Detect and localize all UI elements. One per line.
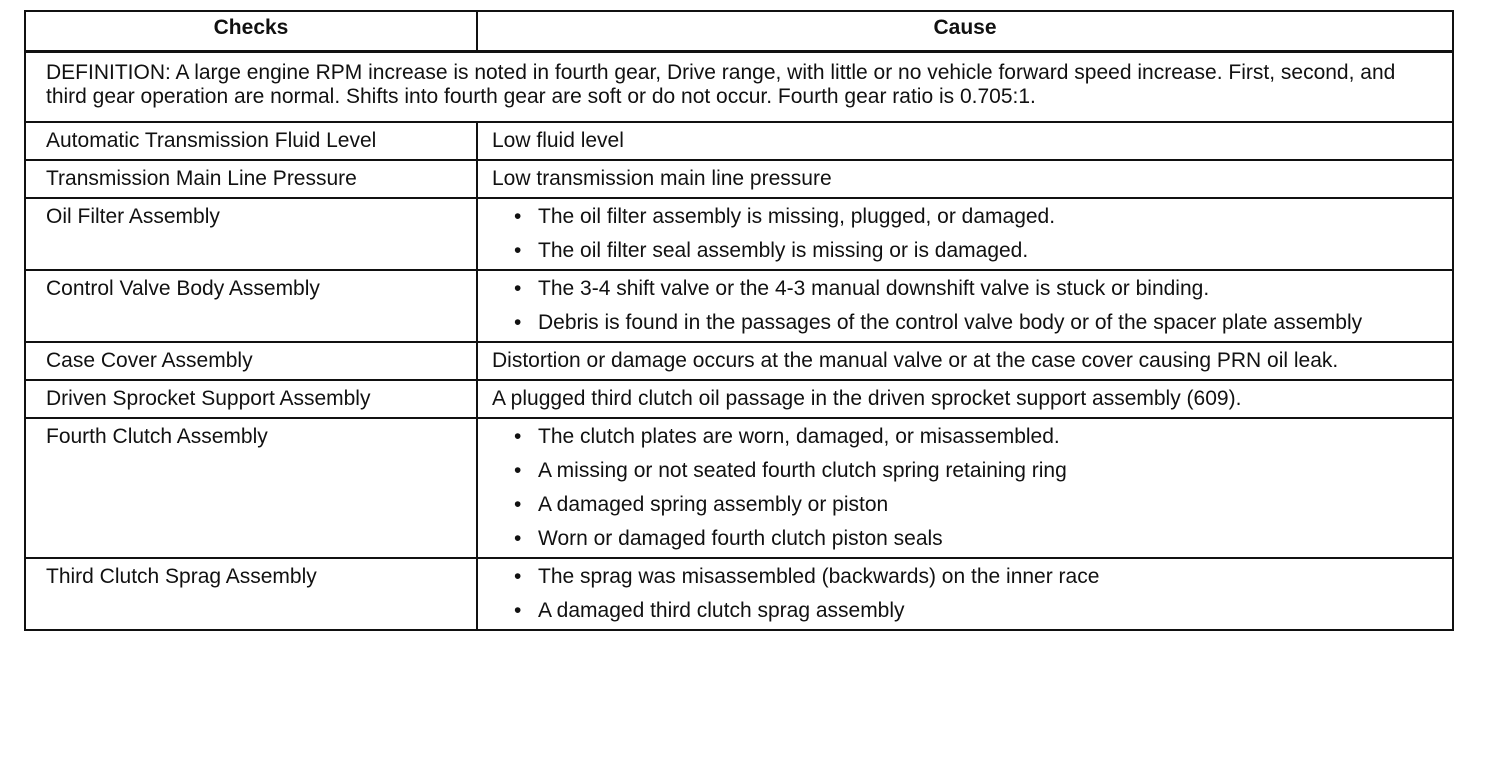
cause-list-item [492,565,1432,589]
check-cell: Case Cover Assembly [25,342,477,380]
check-cell: Oil Filter Assembly [25,198,477,270]
cause-text: A damaged third clutch sprag assembly [538,599,905,622]
cause-list-item [492,239,1432,263]
bullet-icon: • [514,459,522,482]
cause-list-item [492,425,1432,449]
table-row [25,558,1453,630]
table-row [25,270,1453,342]
cause-text: A damaged spring assembly or piston [538,493,889,516]
cause-text: The sprag was misassembled (backwards) on the inner race [538,565,1100,588]
cause-cell [477,558,1453,630]
bullet-icon: • [514,493,522,516]
bullet-icon: • [514,599,522,622]
cause-list [492,425,1432,551]
bullet-icon: • [514,277,522,300]
check-cell: Automatic Transmission Fluid Level [25,122,477,160]
bullet-icon: • [514,239,522,262]
check-cell: Control Valve Body Assembly [25,270,477,342]
header-row [25,11,1453,52]
cause-text: Worn or damaged fourth clutch piston seals [538,527,943,550]
cause-text: The oil filter assembly is missing, plugged, or damaged. [538,205,1056,228]
check-cell: Transmission Main Line Pressure [25,160,477,198]
table-row [25,342,1453,380]
cause-list [492,277,1432,335]
cause-list-item [492,493,1432,517]
bullet-icon: • [514,425,522,448]
cause-list-item [492,459,1432,483]
cause-list-item [492,311,1432,335]
cause-text: The 3-4 shift valve or the 4-3 manual downshift valve is stuck or binding. [538,277,1210,300]
cause-column-header: Cause [477,11,1453,52]
diagnosis-table-body [25,52,1453,631]
cause-cell: A plugged third clutch oil passage in the driven sprocket support assembly (609). [477,380,1453,418]
cause-cell [477,270,1453,342]
cause-list [492,205,1432,263]
cause-text: Debris is found in the passages of the control valve body or of the spacer plate assembly [538,311,1363,334]
table-row [25,198,1453,270]
check-cell: Fourth Clutch Assembly [25,418,477,558]
checks-column-header: Checks [25,11,477,52]
cause-cell: Distortion or damage occurs at the manual valve or at the case cover causing PRN oil leak. [477,342,1453,380]
table-row [25,418,1453,558]
bullet-icon: • [514,205,522,228]
cause-text: The oil filter seal assembly is missing or is damaged. [538,239,1029,262]
cause-cell [477,418,1453,558]
table-row [25,160,1453,198]
cause-list-item [492,599,1432,623]
bullet-icon: • [514,527,522,550]
definition-text: DEFINITION: A large engine RPM increase is noted in fourth gear, Drive range, with little or no vehicle forward speed increase. First, second, and third gear operation are normal. Shifts into fourth gear are soft or do not occur. Fourth gear ratio is 0.705:1. [25,52,1453,123]
check-cell: Driven Sprocket Support Assembly [25,380,477,418]
bullet-icon: • [514,565,522,588]
cause-list-item [492,527,1432,551]
cause-cell [477,198,1453,270]
cause-list-item [492,205,1432,229]
table-row [25,122,1453,160]
check-cell: Third Clutch Sprag Assembly [25,558,477,630]
cause-cell: Low transmission main line pressure [477,160,1453,198]
cause-list-item [492,277,1432,301]
cause-text: The clutch plates are worn, damaged, or misassembled. [538,425,1060,448]
table-row [25,380,1453,418]
bullet-icon: • [514,311,522,334]
cause-text: A missing or not seated fourth clutch spring retaining ring [538,459,1067,482]
definition-row [25,52,1453,123]
cause-list [492,565,1432,623]
cause-cell: Low fluid level [477,122,1453,160]
diagnosis-table [24,10,1454,631]
